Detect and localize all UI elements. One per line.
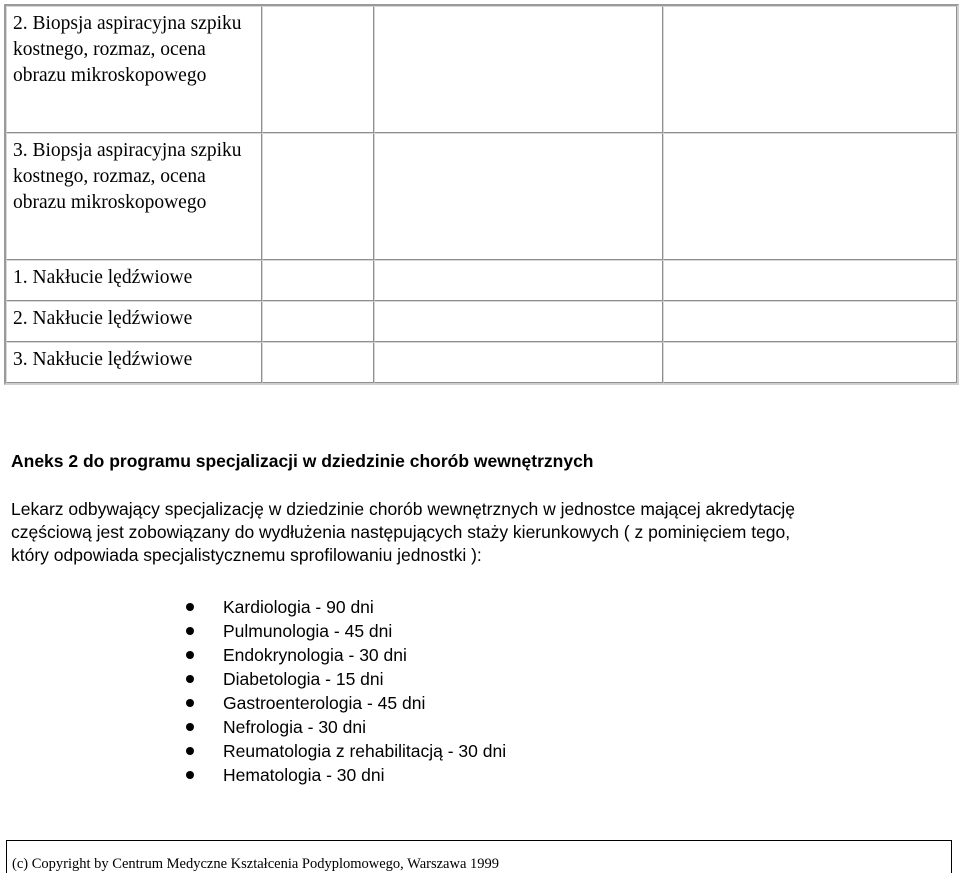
list-item — [0, 763, 506, 787]
procedure-cell: 3. Biopsja aspiracyjna szpiku kostnego, rozmaz, ocena obrazu mikroskopowego — [6, 133, 262, 260]
table-row — [6, 260, 957, 301]
list-item — [0, 643, 506, 667]
annex-paragraph — [11, 498, 941, 567]
procedure-cell: 2. Biopsja aspiracyjna szpiku kostnego, rozmaz, ocena obrazu mikroskopowego — [6, 6, 262, 133]
copyright-text: (c) Copyright by Centrum Medyczne Kształcenia Podyplomowego, Warszawa 1999 — [12, 856, 500, 872]
copyright-footer — [6, 840, 952, 873]
list-item-label: Diabetologia - 15 dni — [223, 669, 384, 689]
list-item-label: Hematologia - 30 dni — [223, 765, 385, 785]
empty-cell — [262, 342, 374, 383]
annex-heading: Aneks 2 do programu specjalizacji w dziedzinie chorób wewnętrznych — [11, 451, 594, 471]
list-item — [0, 739, 506, 763]
specialty-list — [0, 595, 506, 787]
empty-cell — [374, 133, 663, 260]
list-item-label: Gastroenterologia - 45 dni — [223, 693, 426, 713]
bullet-icon — [186, 603, 194, 611]
bullet-icon — [186, 747, 194, 755]
empty-cell — [663, 6, 957, 133]
list-item — [0, 619, 506, 643]
table-row — [6, 301, 957, 342]
paragraph-line: Lekarz odbywający specjalizację w dziedzinie chorób wewnętrznych w jednostce mającej akredytację — [11, 499, 795, 519]
list-item-label: Endokrynologia - 30 dni — [223, 645, 407, 665]
procedures-table — [4, 4, 959, 385]
empty-cell — [374, 342, 663, 383]
paragraph-line: który odpowiada specjalistycznemu sprofilowaniu jednostki ): — [11, 545, 482, 565]
bullet-icon — [186, 627, 194, 635]
empty-cell — [663, 301, 957, 342]
bullet-icon — [186, 651, 194, 659]
bullet-icon — [186, 675, 194, 683]
bullet-icon — [186, 723, 194, 731]
empty-cell — [262, 301, 374, 342]
table-row — [6, 6, 957, 133]
list-item-label: Pulmunologia - 45 dni — [223, 621, 393, 641]
table-row — [6, 342, 957, 383]
table-row — [6, 133, 957, 260]
empty-cell — [374, 6, 663, 133]
list-item — [0, 691, 506, 715]
empty-cell — [663, 133, 957, 260]
list-item-label: Nefrologia - 30 dni — [223, 717, 366, 737]
empty-cell — [663, 260, 957, 301]
paragraph-line: częściową jest zobowiązany do wydłużenia następujących staży kierunkowych ( z pominięciem tego, — [11, 522, 791, 542]
procedure-cell: 2. Nakłucie lędźwiowe — [6, 301, 262, 342]
list-item — [0, 595, 506, 619]
empty-cell — [663, 342, 957, 383]
procedure-cell: 1. Nakłucie lędźwiowe — [6, 260, 262, 301]
list-item-label: Kardiologia - 90 dni — [223, 597, 374, 617]
empty-cell — [374, 260, 663, 301]
list-item — [0, 667, 506, 691]
list-item — [0, 715, 506, 739]
empty-cell — [374, 301, 663, 342]
bullet-icon — [186, 771, 194, 779]
procedure-cell: 3. Nakłucie lędźwiowe — [6, 342, 262, 383]
empty-cell — [262, 6, 374, 133]
bullet-icon — [186, 699, 194, 707]
empty-cell — [262, 133, 374, 260]
empty-cell — [262, 260, 374, 301]
list-item-label: Reumatologia z rehabilitacją - 30 dni — [223, 741, 507, 761]
